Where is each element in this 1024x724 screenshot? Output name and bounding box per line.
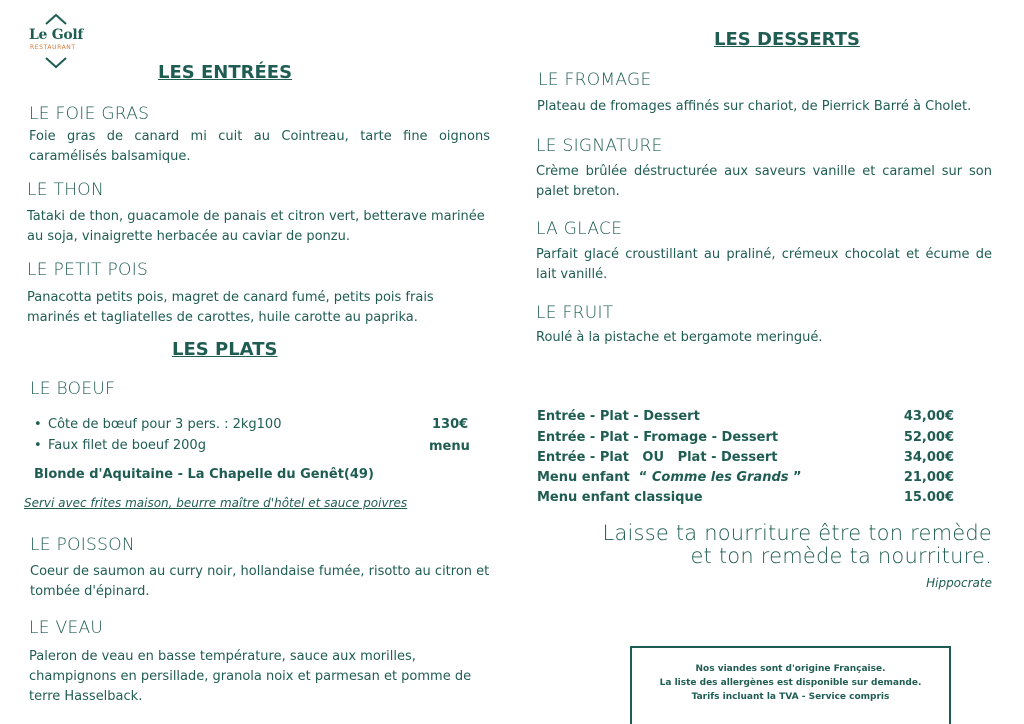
dessert-name: LE FRUIT — [536, 303, 614, 323]
menu-label: Entrée - Plat - Fromage - Dessert — [537, 430, 779, 445]
side-note: Servi avec frites maison, beurre maître d'hôtel et sauce poivres — [24, 496, 408, 510]
logo-subtitle: RESTAURANT — [30, 44, 76, 51]
menu-label: Entrée - Plat - Dessert — [537, 409, 700, 424]
menu-label: Entrée - Plat OU Plat - Dessert — [537, 450, 778, 465]
dessert-name: LE FROMAGE — [538, 70, 652, 90]
meat-origin: Blonde d'Aquitaine - La Chapelle du Genêt(49) — [34, 467, 374, 482]
dessert-name: LA GLACE — [536, 219, 623, 239]
dish-description: Foie gras de canard mi cuit au Cointreau, tarte fine oignons caramélisés balsamique. — [29, 129, 490, 164]
menu-label: Menu enfant classique — [537, 490, 703, 505]
menu-price: 21,00€ — [903, 470, 954, 485]
menu-label-emphasis: Comme les Grands — [651, 470, 789, 485]
dish-description: Paleron de veau en basse température, sauce aux morilles, champignons en persillade, granola noix et parmesan et pomme de terre Hasselback. — [29, 649, 472, 704]
item-price: menu — [429, 439, 470, 454]
dessert-description: Crème brûlée déstructurée aux saveurs vanille et caramel sur son palet breton. — [536, 164, 992, 199]
dessert-description: Plateau de fromages affinés sur chariot, de Pierrick Barré à Cholet. — [537, 99, 972, 114]
dish-description: Panacotta petits pois, magret de canard fumé, petits pois frais marinés et tagliatelles de carottes, huile carotte au paprika. — [27, 290, 434, 325]
dish-description: Coeur de saumon au curry noir, hollandaise fumée, risotto au citron et tombée d'épinard. — [30, 564, 490, 599]
dish-name: LE FOIE GRAS — [29, 104, 150, 124]
dessert-description: Roulé à la pistache et bergamote meringué. — [536, 330, 823, 345]
list-item: • Faux filet de boeuf 200g — [48, 438, 206, 453]
info-box — [630, 646, 951, 724]
info-line: Tarifs incluant la TVA - Service compris — [691, 692, 890, 702]
menu-price: 52,00€ — [903, 430, 954, 445]
restaurant-logo — [26, 12, 86, 72]
entrees-title: LES ENTRÉES — [158, 62, 293, 83]
menu-label-prefix: Menu enfant “ — [537, 470, 652, 485]
info-line: Nos viandes sont d'origine Française. — [695, 664, 886, 674]
menu-price: 15.00€ — [903, 490, 954, 505]
dish-name: LE PETIT POIS — [27, 260, 149, 280]
dish-name: LE BOEUF — [30, 379, 116, 399]
item-price: 130€ — [432, 417, 469, 432]
dish-name: LE THON — [27, 180, 104, 200]
dessert-description: Parfait glacé croustillant au praliné, crémeux chocolat et écume de lait vanillé. — [536, 247, 992, 282]
menu-price: 34,00€ — [903, 450, 954, 465]
info-line: La liste des allergènes est disponible sur demande. — [659, 678, 922, 688]
logo-name: Le Golf — [29, 27, 84, 43]
menu-label — [537, 470, 802, 485]
menu-price: 43,00€ — [903, 409, 954, 424]
list-item: • Côte de bœuf pour 3 pers. : 2kg100 — [48, 417, 281, 432]
dish-name: LE POISSON — [30, 535, 135, 555]
quote-author: Hippocrate — [926, 576, 992, 590]
quote — [540, 522, 992, 568]
dish-description: Tataki de thon, guacamole de panais et citron vert, betterave marinée au soja, vinaigrette herbacée au caviar de ponzu. — [27, 209, 485, 244]
dish-name: LE VEAU — [29, 618, 104, 638]
plats-title: LES PLATS — [172, 339, 278, 360]
dessert-name: LE SIGNATURE — [536, 136, 663, 156]
desserts-title: LES DESSERTS — [714, 29, 860, 50]
menu-label-suffix: ” — [788, 470, 802, 485]
quote-line: et ton remède ta nourriture. — [690, 544, 992, 568]
quote-line: Laisse ta nourriture être ton remède — [602, 521, 992, 545]
